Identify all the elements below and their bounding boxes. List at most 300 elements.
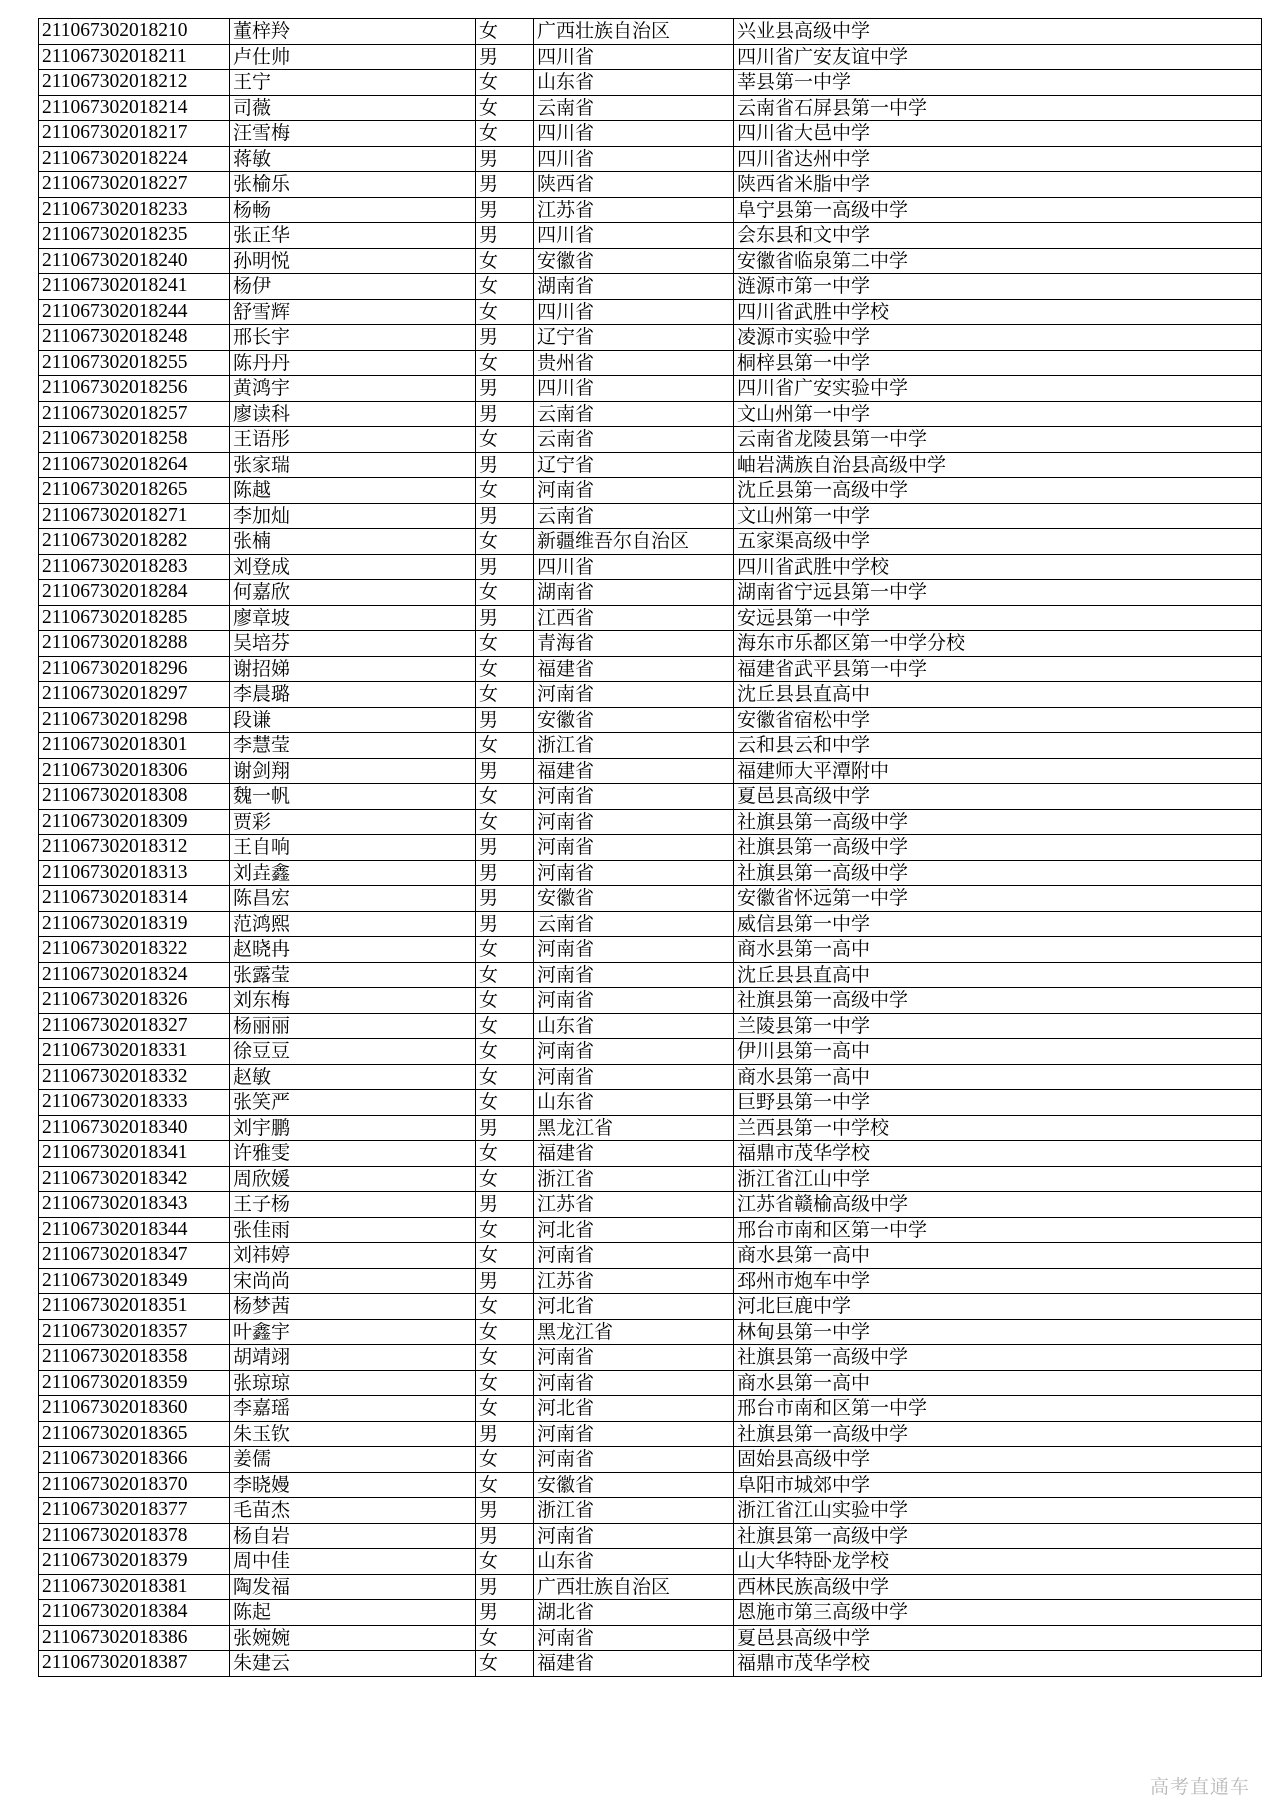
name-cell: 赵敏 [230,1064,476,1090]
name-cell: 张榆乐 [230,172,476,198]
gender-cell: 女 [476,809,534,835]
exam-id-cell: 211067302018312 [39,835,230,861]
table-row [39,886,1262,912]
table-row [39,427,1262,453]
school-cell: 莘县第一中学 [734,70,1262,96]
school-cell: 社旗县第一高级中学 [734,1421,1262,1447]
table-row [39,121,1262,147]
name-cell: 董梓羚 [230,19,476,45]
exam-id-cell: 211067302018271 [39,503,230,529]
gender-cell: 女 [476,1625,534,1651]
table-row [39,784,1262,810]
school-cell: 河北巨鹿中学 [734,1294,1262,1320]
name-cell: 毛苗杰 [230,1498,476,1524]
gender-cell: 女 [476,1141,534,1167]
exam-id-cell: 211067302018331 [39,1039,230,1065]
exam-id-cell: 211067302018357 [39,1319,230,1345]
school-cell: 桐梓县第一中学 [734,350,1262,376]
table-row [39,172,1262,198]
gender-cell: 男 [476,758,534,784]
province-cell: 河南省 [534,1421,734,1447]
table-row [39,1243,1262,1269]
province-cell: 河南省 [534,1625,734,1651]
gender-cell: 女 [476,784,534,810]
province-cell: 福建省 [534,656,734,682]
exam-id-cell: 211067302018297 [39,682,230,708]
gender-cell: 女 [476,274,534,300]
exam-id-cell: 211067302018241 [39,274,230,300]
gender-cell: 女 [476,631,534,657]
province-cell: 山东省 [534,1090,734,1116]
school-cell: 阜阳市城郊中学 [734,1472,1262,1498]
table-row [39,1523,1262,1549]
table-row [39,452,1262,478]
name-cell: 陈丹丹 [230,350,476,376]
province-cell: 江苏省 [534,1192,734,1218]
roster-body [39,19,1262,1677]
exam-id-cell: 211067302018296 [39,656,230,682]
exam-id-cell: 211067302018358 [39,1345,230,1371]
province-cell: 江苏省 [534,197,734,223]
name-cell: 蒋敏 [230,146,476,172]
school-cell: 湖南省宁远县第一中学 [734,580,1262,606]
gender-cell: 女 [476,1243,534,1269]
province-cell: 湖北省 [534,1600,734,1626]
table-row [39,44,1262,70]
province-cell: 福建省 [534,1651,734,1677]
school-cell: 福鼎市茂华学校 [734,1141,1262,1167]
name-cell: 舒雪辉 [230,299,476,325]
school-cell: 兰西县第一中学校 [734,1115,1262,1141]
gender-cell: 男 [476,172,534,198]
name-cell: 王语彤 [230,427,476,453]
exam-id-cell: 211067302018366 [39,1447,230,1473]
name-cell: 李慧莹 [230,733,476,759]
exam-id-cell: 211067302018319 [39,911,230,937]
province-cell: 河南省 [534,1064,734,1090]
exam-id-cell: 211067302018212 [39,70,230,96]
name-cell: 朱玉钦 [230,1421,476,1447]
province-cell: 河北省 [534,1217,734,1243]
school-cell: 商水县第一高中 [734,937,1262,963]
table-row [39,1013,1262,1039]
gender-cell: 女 [476,350,534,376]
name-cell: 谢招娣 [230,656,476,682]
name-cell: 张笑严 [230,1090,476,1116]
exam-id-cell: 211067302018378 [39,1523,230,1549]
gender-cell: 男 [476,1115,534,1141]
table-row [39,835,1262,861]
school-cell: 社旗县第一高级中学 [734,988,1262,1014]
table-row [39,1217,1262,1243]
school-cell: 林甸县第一中学 [734,1319,1262,1345]
exam-id-cell: 211067302018386 [39,1625,230,1651]
table-row [39,1370,1262,1396]
school-cell: 阜宁县第一高级中学 [734,197,1262,223]
exam-id-cell: 211067302018332 [39,1064,230,1090]
school-cell: 社旗县第一高级中学 [734,860,1262,886]
gender-cell: 男 [476,1574,534,1600]
province-cell: 河南省 [534,682,734,708]
gender-cell: 男 [476,223,534,249]
province-cell: 安徽省 [534,1472,734,1498]
province-cell: 河南省 [534,478,734,504]
province-cell: 福建省 [534,1141,734,1167]
table-row [39,1115,1262,1141]
school-cell: 兴业县高级中学 [734,19,1262,45]
exam-id-cell: 211067302018248 [39,325,230,351]
province-cell: 贵州省 [534,350,734,376]
table-row [39,1600,1262,1626]
table-row [39,248,1262,274]
name-cell: 谢剑翔 [230,758,476,784]
school-cell: 浙江省江山实验中学 [734,1498,1262,1524]
name-cell: 周欣媛 [230,1166,476,1192]
province-cell: 云南省 [534,401,734,427]
province-cell: 河南省 [534,1345,734,1371]
exam-id-cell: 211067302018379 [39,1549,230,1575]
gender-cell: 男 [476,605,534,631]
school-cell: 商水县第一高中 [734,1064,1262,1090]
exam-id-cell: 211067302018288 [39,631,230,657]
table-row [39,1549,1262,1575]
table-row [39,988,1262,1014]
exam-id-cell: 211067302018347 [39,1243,230,1269]
name-cell: 范鸿熙 [230,911,476,937]
table-row [39,1141,1262,1167]
exam-id-cell: 211067302018370 [39,1472,230,1498]
province-cell: 四川省 [534,376,734,402]
school-cell: 五家渠高级中学 [734,529,1262,555]
school-cell: 邢台市南和区第一中学 [734,1217,1262,1243]
school-cell: 伊川县第一高中 [734,1039,1262,1065]
table-row [39,1574,1262,1600]
gender-cell: 女 [476,478,534,504]
exam-id-cell: 211067302018265 [39,478,230,504]
school-cell: 商水县第一高中 [734,1370,1262,1396]
gender-cell: 男 [476,1268,534,1294]
gender-cell: 女 [476,682,534,708]
gender-cell: 女 [476,580,534,606]
exam-id-cell: 211067302018244 [39,299,230,325]
school-cell: 四川省武胜中学校 [734,299,1262,325]
name-cell: 赵晓冉 [230,937,476,963]
exam-id-cell: 211067302018349 [39,1268,230,1294]
name-cell: 杨梦茜 [230,1294,476,1320]
table-row [39,274,1262,300]
school-cell: 沈丘县县直高中 [734,682,1262,708]
exam-id-cell: 211067302018326 [39,988,230,1014]
school-cell: 恩施市第三高级中学 [734,1600,1262,1626]
gender-cell: 女 [476,1166,534,1192]
school-cell: 安徽省宿松中学 [734,707,1262,733]
name-cell: 陈起 [230,1600,476,1626]
gender-cell: 女 [476,962,534,988]
gender-cell: 男 [476,376,534,402]
watermark-text: 高考直通车 [1149,1776,1250,1798]
province-cell: 河北省 [534,1396,734,1422]
school-cell: 社旗县第一高级中学 [734,1523,1262,1549]
table-row [39,95,1262,121]
province-cell: 河南省 [534,809,734,835]
province-cell: 福建省 [534,758,734,784]
gender-cell: 女 [476,1345,534,1371]
exam-id-cell: 211067302018264 [39,452,230,478]
gender-cell: 男 [476,886,534,912]
table-row [39,529,1262,555]
name-cell: 陶发福 [230,1574,476,1600]
table-row [39,656,1262,682]
exam-id-cell: 211067302018235 [39,223,230,249]
table-row [39,197,1262,223]
name-cell: 刘垚鑫 [230,860,476,886]
school-cell: 固始县高级中学 [734,1447,1262,1473]
school-cell: 邢台市南和区第一中学 [734,1396,1262,1422]
school-cell: 凌源市实验中学 [734,325,1262,351]
name-cell: 魏一帆 [230,784,476,810]
school-cell: 社旗县第一高级中学 [734,1345,1262,1371]
name-cell: 黄鸿宇 [230,376,476,402]
gender-cell: 男 [476,146,534,172]
table-row [39,299,1262,325]
school-cell: 四川省大邑中学 [734,121,1262,147]
table-row [39,860,1262,886]
exam-id-cell: 211067302018341 [39,1141,230,1167]
table-row [39,1039,1262,1065]
gender-cell: 男 [476,1498,534,1524]
exam-id-cell: 211067302018258 [39,427,230,453]
exam-id-cell: 211067302018308 [39,784,230,810]
gender-cell: 女 [476,988,534,1014]
table-row [39,962,1262,988]
school-cell: 会东县和文中学 [734,223,1262,249]
table-row [39,1472,1262,1498]
school-cell: 陕西省米脂中学 [734,172,1262,198]
gender-cell: 男 [476,911,534,937]
exam-id-cell: 211067302018384 [39,1600,230,1626]
gender-cell: 男 [476,325,534,351]
school-cell: 夏邑县高级中学 [734,1625,1262,1651]
school-cell: 云南省龙陵县第一中学 [734,427,1262,453]
name-cell: 杨自岩 [230,1523,476,1549]
province-cell: 安徽省 [534,707,734,733]
gender-cell: 男 [476,835,534,861]
exam-id-cell: 211067302018255 [39,350,230,376]
school-cell: 商水县第一高中 [734,1243,1262,1269]
table-row [39,758,1262,784]
exam-id-cell: 211067302018327 [39,1013,230,1039]
exam-id-cell: 211067302018377 [39,1498,230,1524]
exam-id-cell: 211067302018344 [39,1217,230,1243]
school-cell: 四川省达州中学 [734,146,1262,172]
table-row [39,1345,1262,1371]
exam-id-cell: 211067302018257 [39,401,230,427]
table-row [39,580,1262,606]
table-row [39,1064,1262,1090]
exam-id-cell: 211067302018256 [39,376,230,402]
school-cell: 福鼎市茂华学校 [734,1651,1262,1677]
name-cell: 徐豆豆 [230,1039,476,1065]
name-cell: 张正华 [230,223,476,249]
exam-id-cell: 211067302018282 [39,529,230,555]
province-cell: 四川省 [534,121,734,147]
gender-cell: 男 [476,1192,534,1218]
exam-id-cell: 211067302018283 [39,554,230,580]
name-cell: 朱建云 [230,1651,476,1677]
province-cell: 湖南省 [534,580,734,606]
name-cell: 李嘉瑶 [230,1396,476,1422]
exam-id-cell: 211067302018360 [39,1396,230,1422]
school-cell: 四川省武胜中学校 [734,554,1262,580]
gender-cell: 女 [476,1370,534,1396]
name-cell: 李加灿 [230,503,476,529]
gender-cell: 女 [476,1217,534,1243]
province-cell: 四川省 [534,146,734,172]
table-row [39,70,1262,96]
school-cell: 岫岩满族自治县高级中学 [734,452,1262,478]
school-cell: 社旗县第一高级中学 [734,835,1262,861]
school-cell: 海东市乐都区第一中学分校 [734,631,1262,657]
table-row [39,376,1262,402]
gender-cell: 女 [476,1294,534,1320]
province-cell: 云南省 [534,503,734,529]
exam-id-cell: 211067302018333 [39,1090,230,1116]
province-cell: 青海省 [534,631,734,657]
gender-cell: 男 [476,44,534,70]
name-cell: 周中佳 [230,1549,476,1575]
table-row [39,809,1262,835]
table-row [39,554,1262,580]
table-row [39,1447,1262,1473]
exam-id-cell: 211067302018306 [39,758,230,784]
exam-id-cell: 211067302018342 [39,1166,230,1192]
exam-id-cell: 211067302018340 [39,1115,230,1141]
province-cell: 河南省 [534,784,734,810]
table-row [39,1421,1262,1447]
gender-cell: 男 [476,554,534,580]
gender-cell: 女 [476,656,534,682]
gender-cell: 女 [476,529,534,555]
province-cell: 黑龙江省 [534,1319,734,1345]
gender-cell: 男 [476,1523,534,1549]
name-cell: 张佳雨 [230,1217,476,1243]
exam-id-cell: 211067302018217 [39,121,230,147]
table-row [39,682,1262,708]
province-cell: 河南省 [534,835,734,861]
gender-cell: 男 [476,860,534,886]
gender-cell: 男 [476,707,534,733]
table-row [39,325,1262,351]
name-cell: 张婉婉 [230,1625,476,1651]
province-cell: 河南省 [534,860,734,886]
gender-cell: 女 [476,121,534,147]
name-cell: 胡靖翊 [230,1345,476,1371]
province-cell: 云南省 [534,95,734,121]
table-row [39,707,1262,733]
name-cell: 刘祎婷 [230,1243,476,1269]
exam-id-cell: 211067302018365 [39,1421,230,1447]
school-cell: 巨野县第一中学 [734,1090,1262,1116]
province-cell: 辽宁省 [534,452,734,478]
table-row [39,1268,1262,1294]
gender-cell: 女 [476,1549,534,1575]
name-cell: 许雅雯 [230,1141,476,1167]
exam-id-cell: 211067302018214 [39,95,230,121]
gender-cell: 男 [476,503,534,529]
table-row [39,733,1262,759]
school-cell: 兰陵县第一中学 [734,1013,1262,1039]
table-row [39,223,1262,249]
name-cell: 陈越 [230,478,476,504]
gender-cell: 女 [476,1651,534,1677]
province-cell: 山东省 [534,1013,734,1039]
province-cell: 河南省 [534,1243,734,1269]
province-cell: 河南省 [534,1039,734,1065]
gender-cell: 女 [476,95,534,121]
name-cell: 姜儒 [230,1447,476,1473]
table-row [39,146,1262,172]
exam-id-cell: 211067302018351 [39,1294,230,1320]
school-cell: 江苏省赣榆高级中学 [734,1192,1262,1218]
school-cell: 沈丘县第一高级中学 [734,478,1262,504]
name-cell: 陈昌宏 [230,886,476,912]
exam-id-cell: 211067302018227 [39,172,230,198]
school-cell: 福建省武平县第一中学 [734,656,1262,682]
gender-cell: 女 [476,937,534,963]
exam-id-cell: 211067302018233 [39,197,230,223]
school-cell: 四川省广安实验中学 [734,376,1262,402]
exam-id-cell: 211067302018210 [39,19,230,45]
school-cell: 云南省石屏县第一中学 [734,95,1262,121]
name-cell: 刘东梅 [230,988,476,1014]
table-row [39,478,1262,504]
province-cell: 四川省 [534,554,734,580]
school-cell: 安徽省临泉第二中学 [734,248,1262,274]
table-row [39,1192,1262,1218]
student-roster-table [38,18,1262,1677]
table-row [39,19,1262,45]
province-cell: 新疆维吾尔自治区 [534,529,734,555]
exam-id-cell: 211067302018359 [39,1370,230,1396]
gender-cell: 男 [476,1600,534,1626]
table-row [39,503,1262,529]
name-cell: 汪雪梅 [230,121,476,147]
exam-id-cell: 211067302018211 [39,44,230,70]
exam-id-cell: 211067302018324 [39,962,230,988]
gender-cell: 女 [476,427,534,453]
gender-cell: 女 [476,70,534,96]
province-cell: 江苏省 [534,1268,734,1294]
name-cell: 张露莹 [230,962,476,988]
name-cell: 宋尚尚 [230,1268,476,1294]
gender-cell: 女 [476,1319,534,1345]
gender-cell: 女 [476,1396,534,1422]
province-cell: 浙江省 [534,733,734,759]
school-cell: 浙江省江山中学 [734,1166,1262,1192]
name-cell: 杨畅 [230,197,476,223]
province-cell: 河北省 [534,1294,734,1320]
school-cell: 文山州第一中学 [734,503,1262,529]
province-cell: 湖南省 [534,274,734,300]
gender-cell: 女 [476,733,534,759]
table-row [39,1166,1262,1192]
gender-cell: 男 [476,1421,534,1447]
province-cell: 浙江省 [534,1166,734,1192]
name-cell: 杨丽丽 [230,1013,476,1039]
exam-id-cell: 211067302018301 [39,733,230,759]
gender-cell: 女 [476,19,534,45]
province-cell: 河南省 [534,937,734,963]
